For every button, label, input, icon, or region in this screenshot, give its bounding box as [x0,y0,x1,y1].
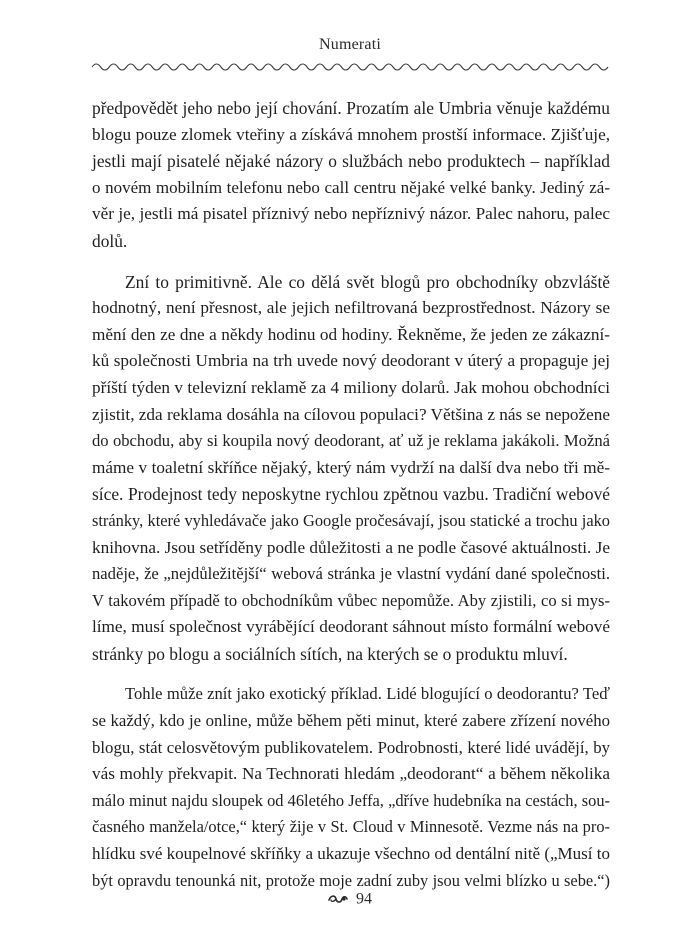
page-number: 94 [356,890,372,908]
running-title: Numerati [318,36,382,53]
paragraph-2 [92,269,610,668]
text-line: předpovědět jeho nebo její chování. Prozatím ale Umbria věnuje každému [92,98,610,118]
page-footer [0,890,700,908]
text-line: naděje, že „nejdůležitější“ webová stránka je vlastní vydání dané společnosti. [92,564,610,584]
text-line: hlídku své koupelnové skříňky a ukazuje všechno od dentální nitě („Musí to [92,844,610,864]
text-line: líme, musí společnost vyrábějící deodorant sáhnout místo formální webové [92,617,610,637]
text-line: zjistit, zda reklama dosáhla na cílovou populaci? Většina z nás se nepožene [92,404,610,424]
text-line: stránky, které vyhledávače jako Google pročesávají, jsou statické a trochu jako [92,510,610,530]
body-text [92,95,610,894]
wavy-rule-divider [92,60,610,74]
text-line: věr je, jestli má pisatel příznivý nebo nepříznivý názor. Palec nahoru, palec [92,204,610,224]
text-line: Zní to primitivně. Ale co dělá svět blogů pro obchodníky obzvláště [125,271,610,292]
text-line: Tohle může znít jako exotický příklad. Lidé blogující o deodorantu? Teď [125,684,610,704]
text-line: se každý, kdo je online, může během pěti minut, které zabere zřízení nového [92,711,610,731]
text-line: málo minut najdu sloupek od 46letého Jeffa, „dříve hudebníka na cestách, sou- [92,790,610,810]
text-line: hodnotný, není přesnost, ale jejich nefiltrovaná bezprostřednost. Názory se [92,298,610,318]
paragraph-3 [92,681,610,894]
text-line: jestli mají pisatelé nějaké názory o službách nebo produktech – například [92,151,610,172]
text-line: knihovna. Jsou setříděny podle důležitosti a ne podle časové aktuálnosti. Je [92,537,610,557]
text-line: časného manžela/otce,“ který žije v St. Cloud v Minnesotě. Vezme nás na pro- [92,817,610,837]
fleuron-icon [328,893,348,905]
text-line: máme v toaletní skříňce nějaký, který nám vydrží na další dva nebo tři mě- [92,457,610,477]
text-line: blogu pouze zlomek vteřiny a získává mnohem prostší informace. Zjišťuje, [92,124,610,144]
text-line: V takovém případě to obchodníkům vůbec nepomůže. Aby zjistili, co si mys- [92,590,610,610]
text-line: stránky po blogu a sociálních sítích, na kterých se o produktu mluví. [92,643,568,664]
text-line: příští týden v televizní reklamě za 4 miliony dolarů. Jak mohou obchodníci [92,377,610,397]
text-line: dolů. [92,230,128,251]
text-line: o novém mobilním telefonu nebo call centru nějaké velké banky. Jediný zá- [92,177,610,197]
text-line: vás mohly překvapit. Na Technorati hledám „deodorant“ a během několika [92,764,610,784]
text-line: mění den ze dne a někdy hodinu od hodiny. Řekněme, že jeden ze zákazní- [92,324,610,344]
paragraph-1 [92,95,610,255]
text-line: být opravdu tenounká nit, protože moje zadní zuby jsou velmi blízko u sebe.“) [92,870,610,890]
text-line: blogu, stát celosvětovým publikovatelem. Podrobnosti, které lidé uvádějí, by [92,737,610,757]
text-line: do obchodu, aby si koupila nový deodorant, ať už je reklama jakákoli. Možná [92,431,610,451]
text-line: ků společnosti Umbria na trh uvede nový deodorant v úterý a propaguje jej [92,351,610,371]
text-line: síce. Prodejnost tedy neposkytne rychlou zpětnou vazbu. Tradiční webové [92,484,610,505]
